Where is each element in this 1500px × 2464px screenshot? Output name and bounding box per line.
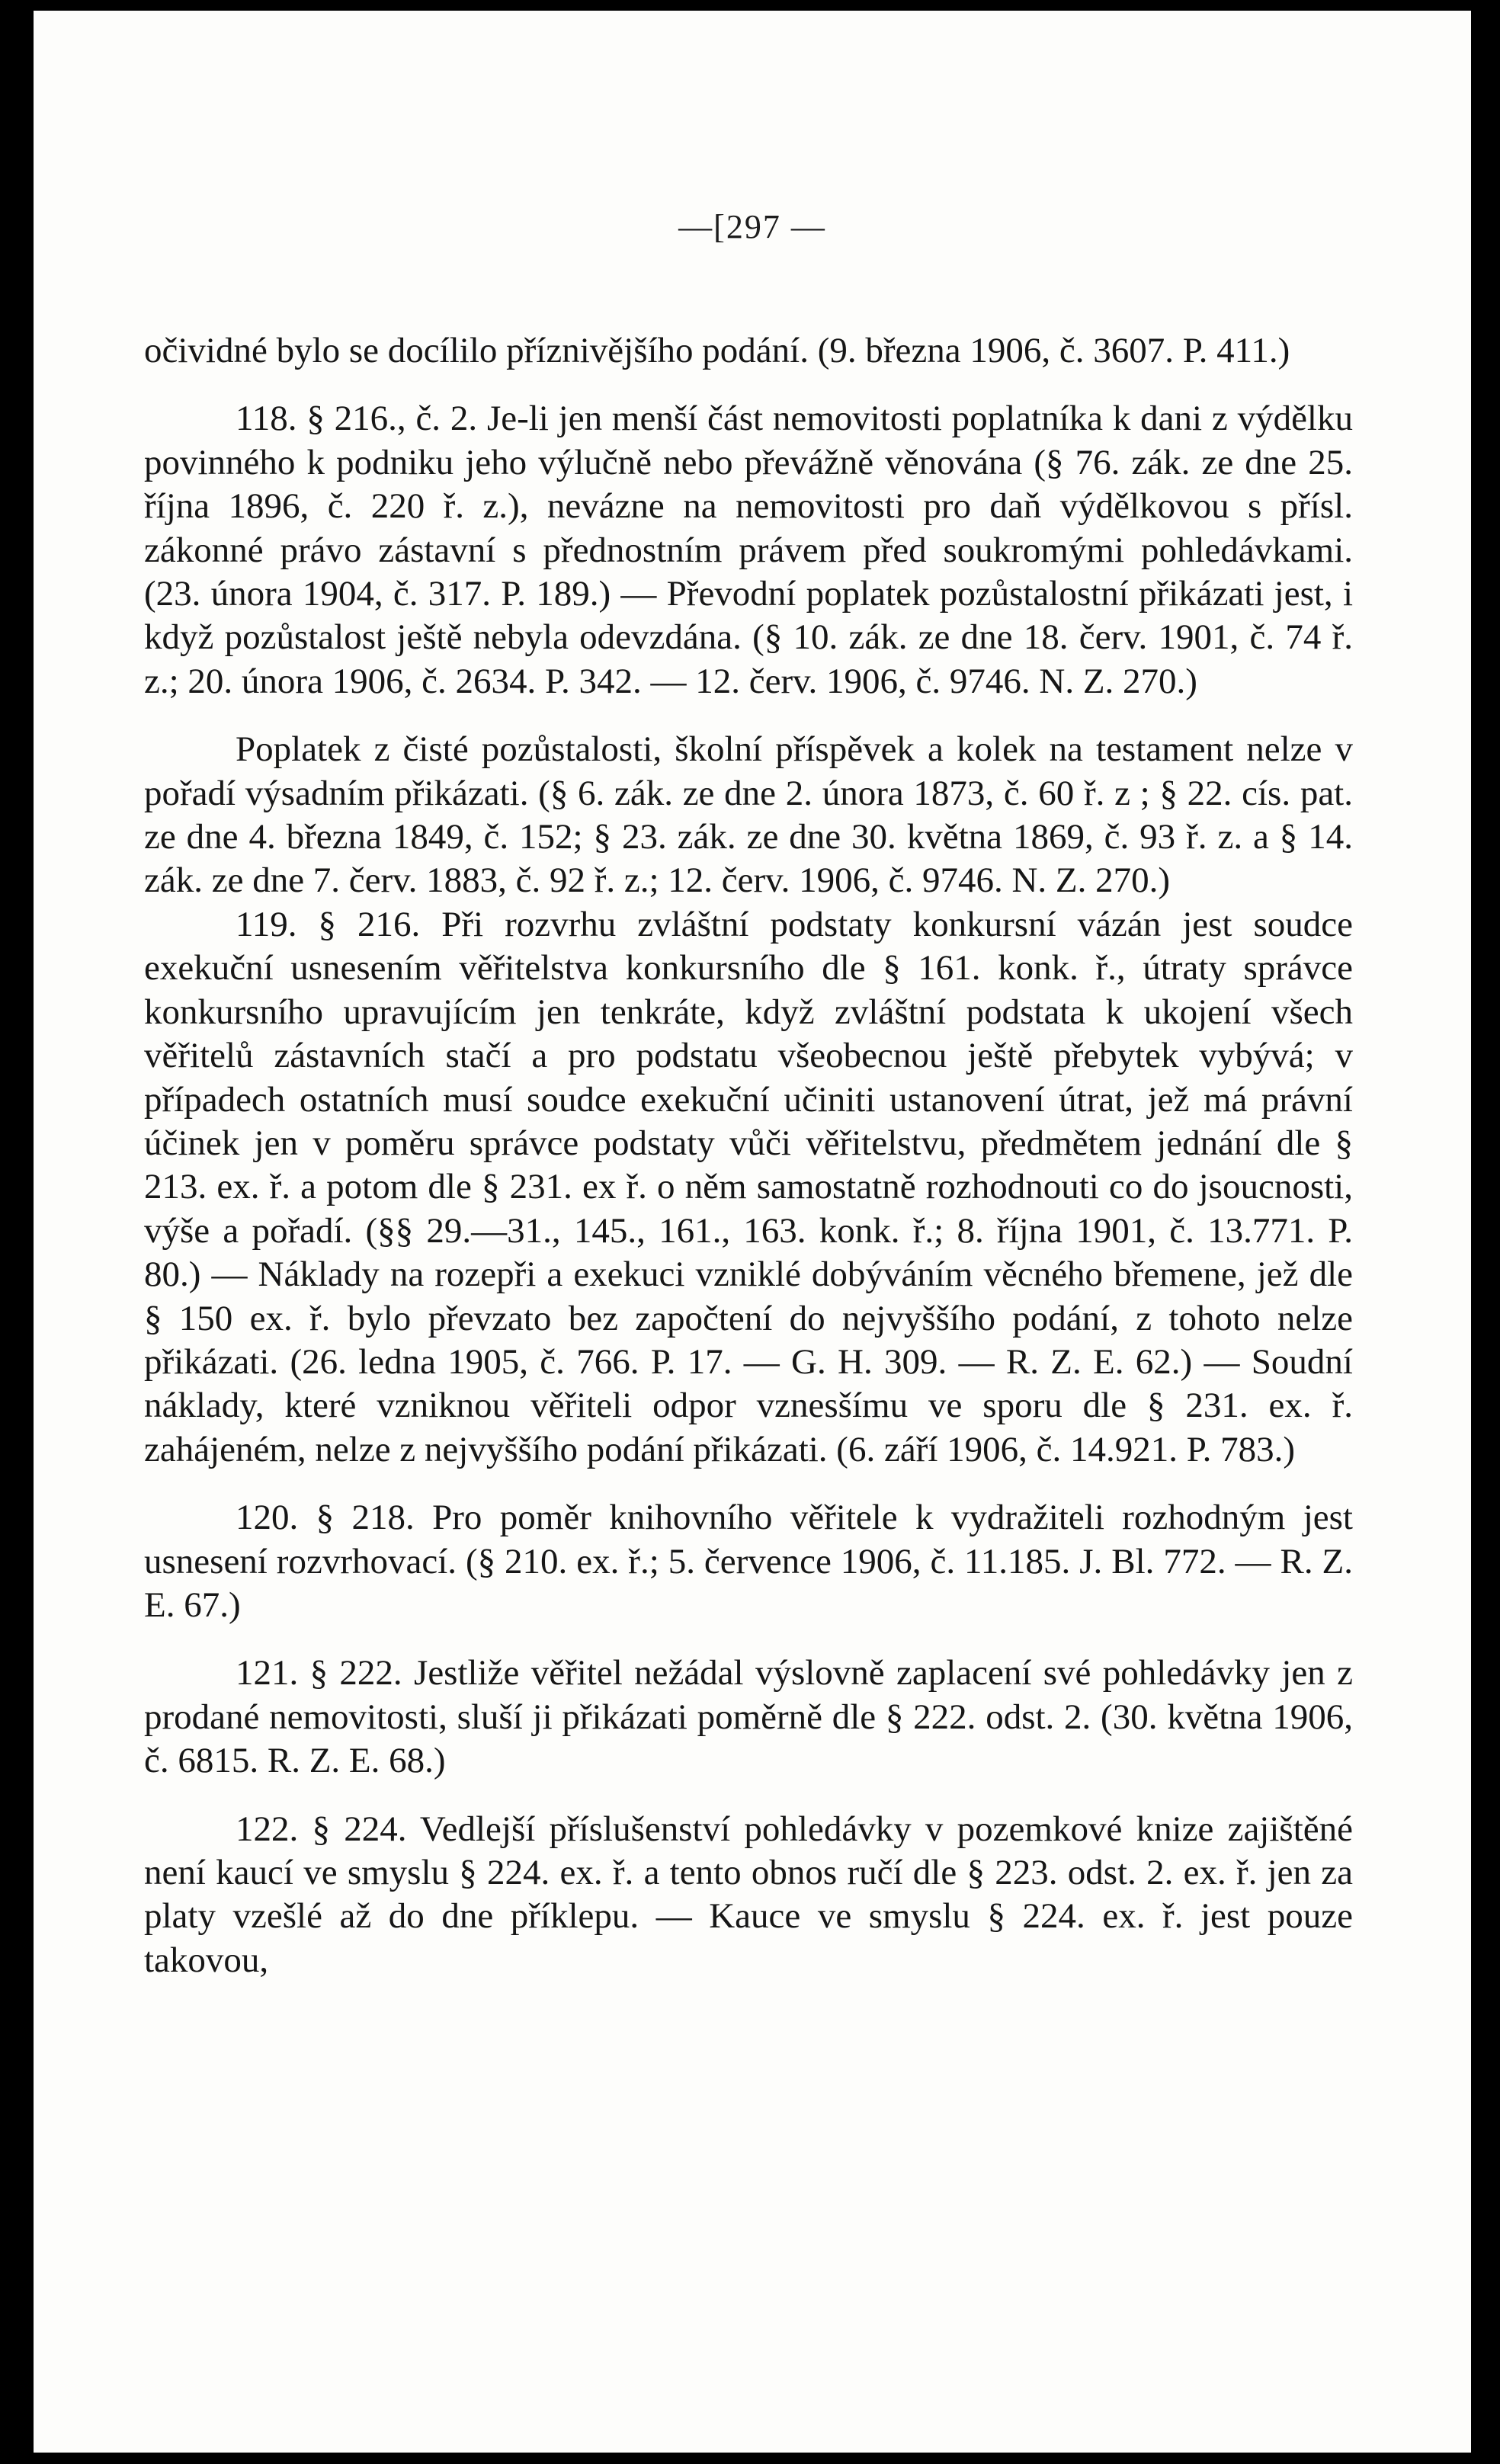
paragraph-poplatek: Poplatek z čisté pozůstalosti, školní příspěvek a kolek na testament nelze v pořadí výsadním přikázati. (§ 6. zák. ze dne 2. února 1873, č. 60 ř. z ; § 22. cís. pat. ze dne 4. března 1849, č. 152; § 23. zák. ze dne 30. května 1869, č. 93 ř. z. a § 14. zák. ze dne 7. červ. 1883, č. 92 ř. z.; 12. červ. 1906, č. 9746. N. Z. 270.) — [144, 729, 1353, 901]
paragraph-122: 122. § 224. Vedlejší příslušenství pohledávky v pozemkové knize zajištěné není kaucí ve smyslu § 224. ex. ř. a tento obnos ručí dle § 223. odst. 2. ex. ř. jen za platy vzešlé až do dne příklepu. — Kauce ve smyslu § 224. ex. ř. jest pouze takovou, — [144, 1809, 1353, 1980]
scanned-page — [34, 11, 1471, 2453]
paragraph-121: 121. § 222. Jestliže věřitel nežádal výslovně zaplacení své pohledávky jen z prodané nemovitosti, sluší ji přikázati poměrně dle § 222. odst. 2. (30. května 1906, č. 6815. R. Z. E. 68.) — [144, 1653, 1353, 1781]
paragraph-119: 119. § 216. Při rozvrhu zvláštní podstaty konkursní vázán jest soudce exekuční usnesením věřitelstva konkursního dle § 161. konk. ř., útraty správce konkursního upravujícím jen tenkráte, když zvláštní podstata k ukojení všech věřitelů zástavních stačí a pro podstatu všeobecnou ještě přebytek vybývá; v případech ostatních musí soudce exekuční učiniti ustanovení útrat, jež má právní účinek jen v poměru správce podstaty vůči věřitelstvu, předmětem jednání dle § 213. ex. ř. a potom dle § 231. ex ř. o něm samostatně rozhodnouti co do jsoucnosti, výše a pořadí. (§§ 29.—31., 145., 161., 163. konk. ř.; 8. října 1901, č. 13.771. P. 80.) — Náklady na rozepři a exekuci vzniklé dobýváním věcného břemene, jež dle § 150 ex. ř. bylo převzato bez započtení do nejvyššího podání, z tohoto nelze přikázati. (26. ledna 1905, č. 766. P. 17. — G. H. 309. — R. Z. E. 62.) — Soudní náklady, které vzniknou věřiteli odpor vznesšímu ve sporu dle § 231. ex. ř. zahájeném, nelze z nejvyššího podání přikázati. (6. září 1906, č. 14.921. P. 783.) — [144, 904, 1353, 1469]
body-text — [144, 329, 1353, 1982]
paragraph-118: 118. § 216., č. 2. Je-li jen menší část nemovitosti poplatníka k dani z výdělku povinného k podniku jeho výlučně nebo převážně věnována (§ 76. zák. ze dne 25. října 1896, č. 220 ř. z.), nevázne na nemovitosti pro daň výdělkovou s přísl. zákonné právo zástavní s přednostním právem před soukromými pohledávkami. (23. února 1904, č. 317. P. 189.) — Převodní poplatek pozůstalostní přikázati jest, i když pozůstalost ještě nebyla odevzdána. (§ 10. zák. ze dne 18. červ. 1901, č. 74 ř. z.; 20. února 1906, č. 2634. P. 342. — 12. červ. 1906, č. 9746. N. Z. 270.) — [144, 399, 1353, 701]
page-number: —[297 — — [678, 208, 826, 245]
paragraph-continuation: očividné bylo se docílilo příznivějšího podání. (9. března 1906, č. 3607. P. 411.) — [144, 331, 1290, 370]
paragraph-120: 120. § 218. Pro poměr knihovního věřitele k vydražiteli rozhodným jest usnesení rozvrhovací. (§ 210. ex. ř.; 5. července 1906, č. 11.185. J. Bl. 772. — R. Z. E. 67.) — [144, 1498, 1353, 1625]
